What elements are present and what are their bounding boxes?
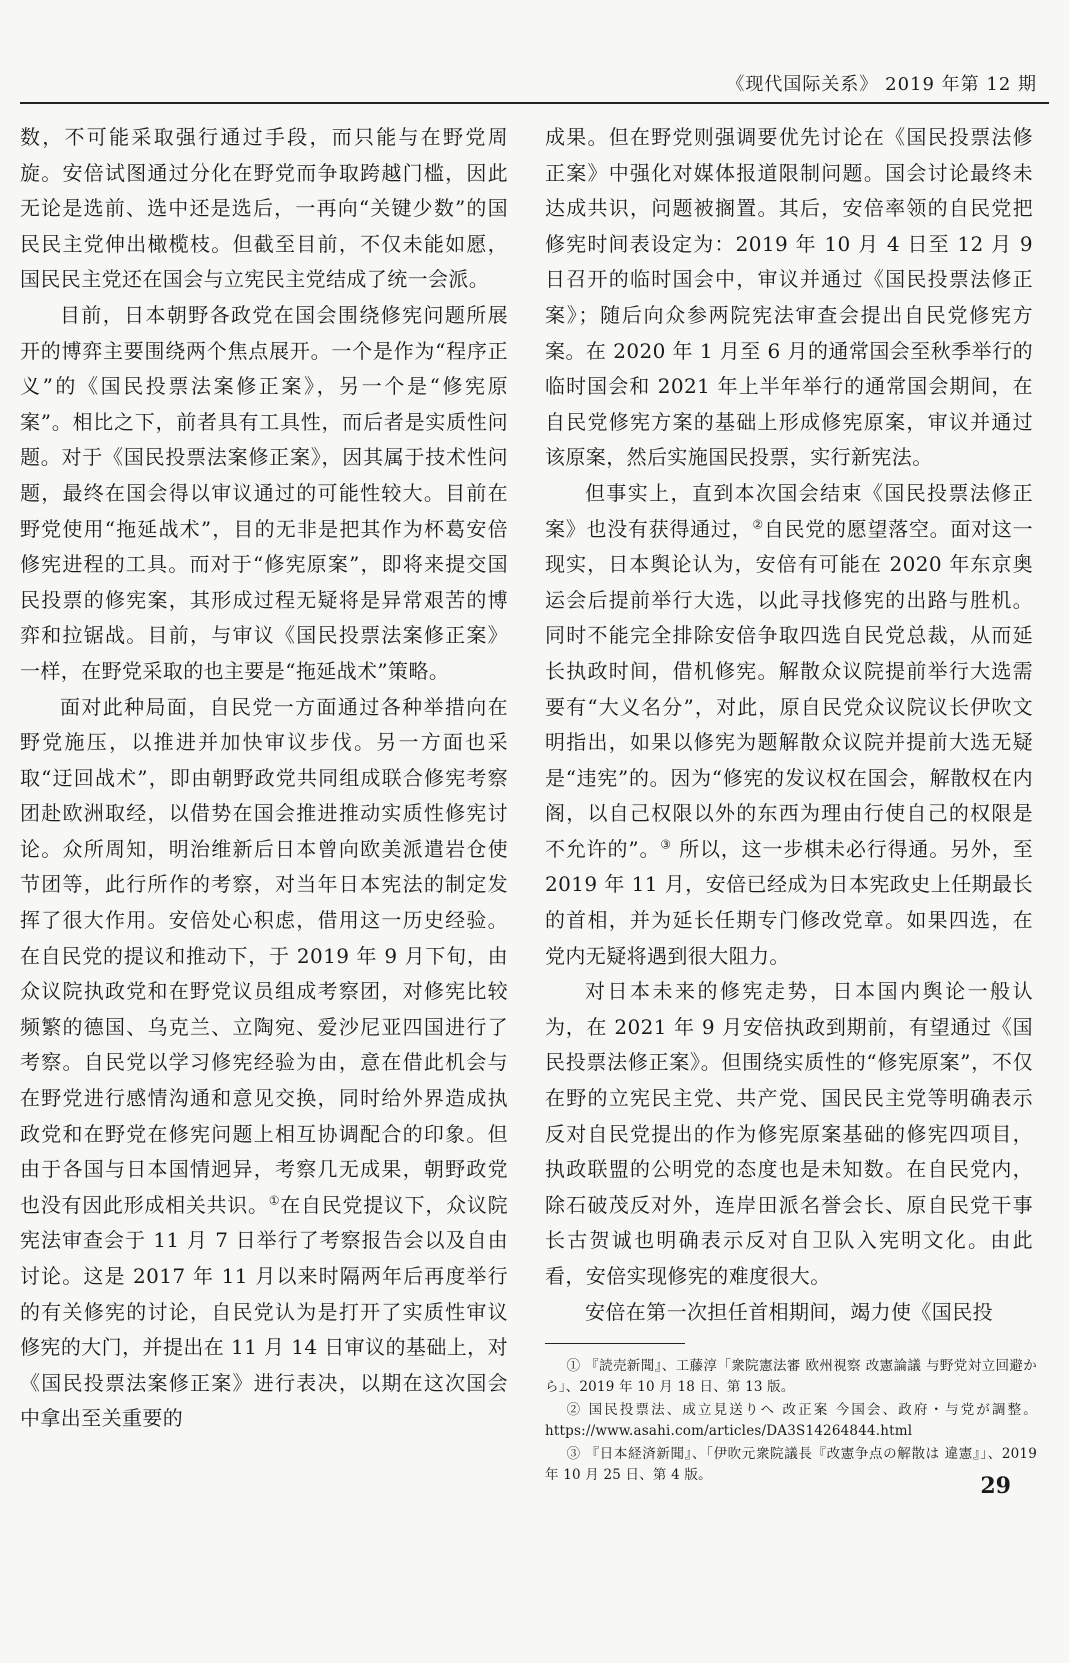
right-paragraph-2-text: 但事实上，直到本次国会结束《国民投票法修正案》也没有获得通过， xyxy=(545,480,1033,541)
right-text-column xyxy=(545,120,1033,1330)
running-header xyxy=(20,68,1049,104)
right-paragraph-1: 成果。但在野党则强调要优先讨论在《国民投票法修正案》中强化对媒体报道限制问题。国会讨论最终未达成共识，问题被搁置。其后，安倍率领的自民党把修宪时间表设定为：2019 年 10 月 4 日至 12 月 9 日召开的临时国会中，审议并通过《国民投票法修正案》；随后向众参两院宪法审查会提出自民党修宪方案。在 2020 年 1 月至 6 月的通常国会至秋季举行的临时国会和 2021 年上半年举行的通常国会期间，在自民党修宪方案的基础上形成修宪原案，审议并通过该原案，然后实施国民投票，实行新宪法。 xyxy=(545,125,1033,470)
left-paragraph-3-tail: 在自民党提议下，众议院宪法审查会于 11 月 7 日举行了考察报告会以及自由讨论。这是 2017 年 11 月以来时隔两年后再度举行的有关修宪的讨论，自民党认为是打开了实质性审议修宪的大门，并提出在 11 月 14 日审议的基础上，对《国民投票法案修正案》进行表决，以期在这次国会中拿出至关重要的 xyxy=(20,1192,508,1431)
right-paragraph-4: 安倍在第一次担任首相期间，竭力使《国民投 xyxy=(585,1299,993,1324)
footnote-ref-2[interactable]: ② xyxy=(752,516,764,531)
left-text-column xyxy=(20,120,508,1437)
journal-issue-label: 《现代国际关系》 2019 年第 12 期 xyxy=(726,74,1037,95)
footnote-divider xyxy=(545,1343,685,1344)
left-paragraph-1: 数，不可能采取强行通过手段，而只能与在野党周旋。安倍试图通过分化在野党而争取跨越门槛，因此无论是选前、选中还是选后，一再向“关键少数”的国民民主党伸出橄榄枝。但截至目前，不仅未能如愿，国民民主党还在国会与立宪民主党结成了统一会派。 xyxy=(20,125,508,292)
left-paragraph-2: 目前，日本朝野各政党在国会围绕修宪问题所展开的博弈主要围绕两个焦点展开。一个是作为“程序正义”的《国民投票法案修正案》，另一个是“修宪原案”。相比之下，前者具有工具性，而后者是实质性问题。对于《国民投票法案修正案》，因其属于技术性问题，最终在国会得以审议通过的可能性较大。目前在野党使用“拖延战术”，目的无非是把其作为杯葛安倍修宪进程的工具。而对于“修宪原案”，即将来提交国民投票的修宪案，其形成过程无疑将是异常艰苦的博弈和拉锯战。目前，与审议《国民投票法案修正案》一样，在野党采取的也主要是“拖延战术”策略。 xyxy=(20,302,508,683)
page-number: 29 xyxy=(980,1473,1011,1499)
footnote-ref-1[interactable]: ① xyxy=(268,1193,281,1208)
footnotes-section xyxy=(545,1356,1037,1488)
footnote-ref-3[interactable]: ③ xyxy=(660,837,672,852)
footnote-3: ③ 『日本経済新聞』、「伊吹元衆院議長『改憲争点の解散は 違憲』」、2019 年 10 月 25 日、第 4 版。 xyxy=(545,1446,1037,1483)
left-paragraph-3 xyxy=(20,690,508,1437)
right-paragraph-2-tail: 自民党的愿望落空。面对这一现实，日本舆论认为，安倍有可能在 2020 年东京奥运会后提前举行大选，以此寻找修宪的出路与胜机。同时不能完全排除安倍争取四选自民党总裁，从而延长执政时间，借机修宪。解散众议院提前举行大选需要有“大义名分”，对此，原自民党众议院议长伊吹文明指出，如果以修宪为题解散众议院并提前大选无疑是“违宪”的。因为“修宪的发议权在国会，解散权在内阁，以自己权限以外的东西为理由行使自己的权限是不允许的”。 xyxy=(545,516,1034,861)
footnote-2: ② 国民投票法、成立見送りへ 改正案 今国会、政府・与党が調整。https://www.asahi.com/articles/DA3S14264844.html xyxy=(545,1402,1037,1439)
right-paragraph-2 xyxy=(545,476,1033,974)
right-paragraph-2-tail2: 所以，这一步棋未必行得通。另外，至 2019 年 11 月，安倍已经成为日本宪政史上任期最长的首相，并为延长任期专门修改党章。如果四选，在党内无疑将遇到很大阻力。 xyxy=(545,836,1034,968)
right-paragraph-3: 对日本未来的修宪走势，日本国内舆论一般认为，在 2021 年 9 月安倍执政到期前，有望通过《国民投票法修正案》。但围绕实质性的“修宪原案”，不仅在野的立宪民主党、共产党、国民民主党等明确表示反对自民党提出的作为修宪原案基础的修宪四项目，执政联盟的公明党的态度也是未知数。在自民党内，除石破茂反对外，连岸田派名誉会长、原自民党干事长古贺诚也明确表示反对自卫队入宪明文化。由此看，安倍实现修宪的难度很大。 xyxy=(545,979,1033,1288)
footnote-1: ① 『読売新聞』、工藤淳「衆院憲法審 欧州視察 改憲論議 与野党対立回避から」、2019 年 10 月 18 日、第 13 版。 xyxy=(545,1358,1037,1395)
left-paragraph-3-text: 面对此种局面，自民党一方面通过各种举措向在野党施压，以推进并加快审议步伐。另一方面也采取“迂回战术”，即由朝野政党共同组成联合修宪考察团赴欧洲取经，以借势在国会推进推动实质性修宪讨论。众所周知，明治维新后日本曾向欧美派遣岩仓使节团等，此行所作的考察，对当年日本宪法的制定发挥了很大作用。安倍处心积虑，借用这一历史经验。在自民党的提议和推动下，于 2019 年 9 月下旬，由众议院执政党和在野党议员组成考察团，对修宪比较频繁的德国、乌克兰、立陶宛、爱沙尼亚四国进行了考察。自民党以学习修宪经验为由，意在借此机会与在野党进行感情沟通和意见交换，同时给外界造成执政党和在野党在修宪问题上相互协调配合的印象。但由于各国与日本国情迥异，考察几无成果，朝野政党也没有因此形成相关共识。 xyxy=(20,694,508,1217)
